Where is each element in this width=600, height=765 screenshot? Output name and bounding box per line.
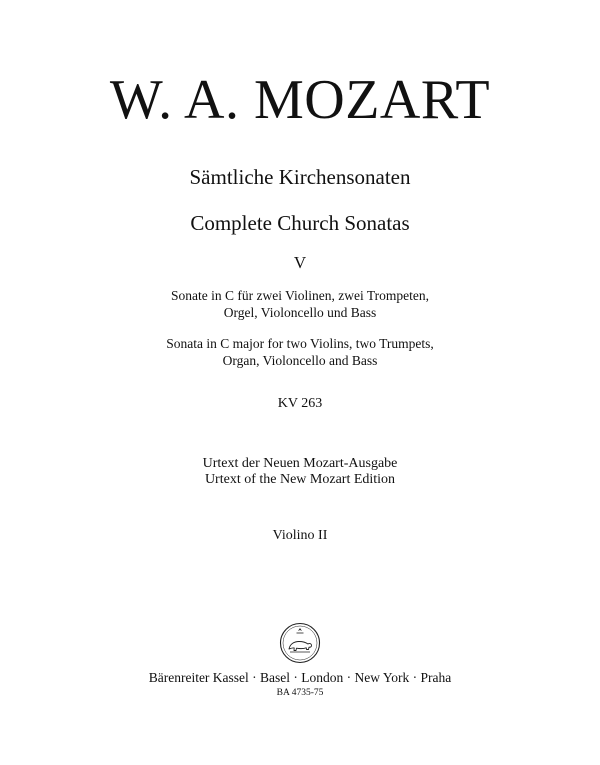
urtext-german: Urtext der Neuen Mozart-Ausgabe (202, 456, 398, 471)
publisher-line: Bärenreiter Kassel · Basel · London · New York · Praha (148, 670, 452, 685)
description-english-line-2: Organ, Violoncello and Bass (222, 353, 378, 368)
title-english: Complete Church Sonatas (190, 211, 410, 235)
catalog-number: KV 263 (277, 396, 323, 411)
instrument-part: Violino II (272, 528, 328, 543)
order-number: BA 4735-75 (276, 688, 324, 698)
publisher-bear-logo-icon (279, 622, 321, 664)
volume-number: V (293, 253, 307, 272)
composer-name: W. A. MOZART (109, 69, 491, 131)
description-german-line-1: Sonate in C für zwei Violinen, zwei Trompeten, (170, 288, 430, 303)
urtext-english: Urtext of the New Mozart Edition (204, 472, 396, 487)
description-english-line-1: Sonata in C major for two Violins, two Trumpets, (166, 336, 434, 351)
description-german-line-2: Orgel, Violoncello und Bass (223, 305, 377, 320)
title-german: Sämtliche Kirchensonaten (189, 165, 411, 189)
